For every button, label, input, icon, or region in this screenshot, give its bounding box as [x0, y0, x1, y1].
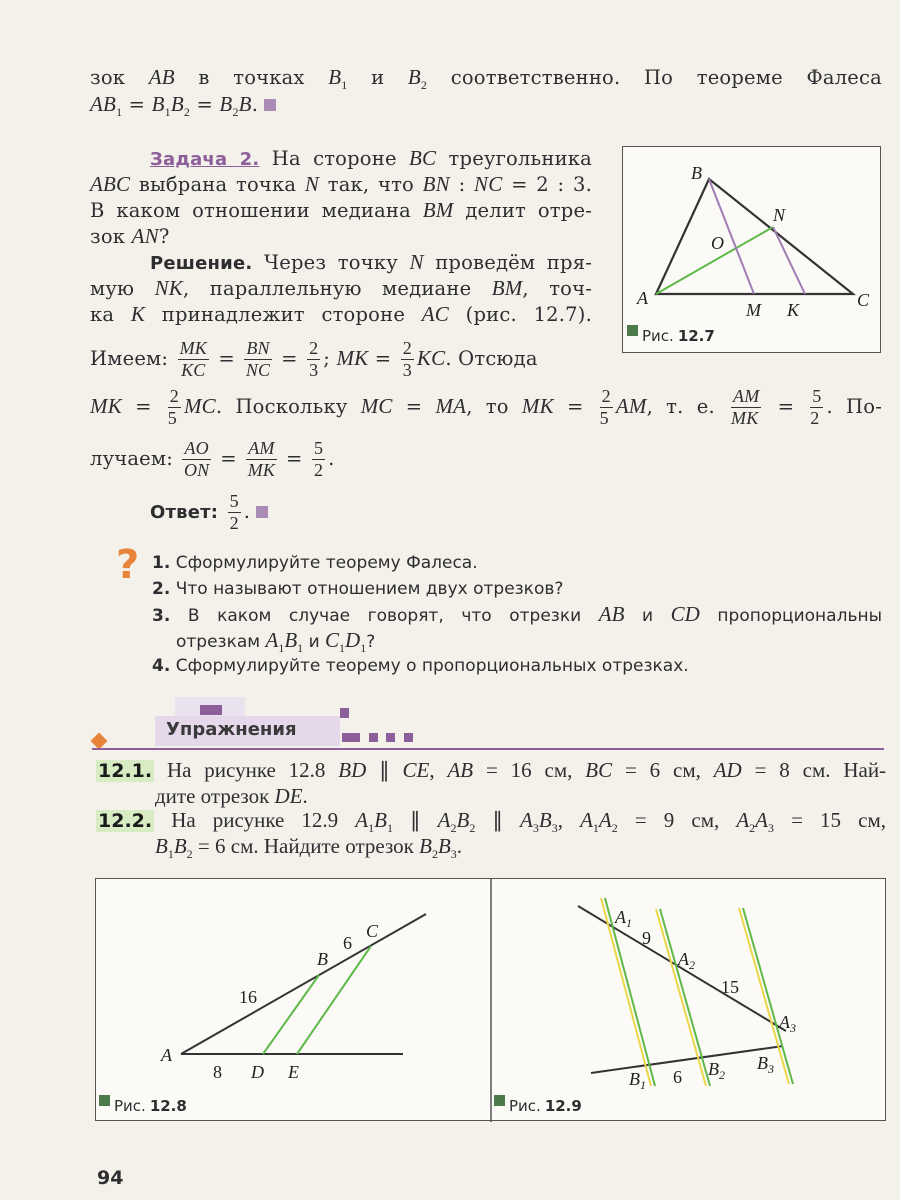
denominator: NC [245, 360, 271, 380]
math-var: B [219, 92, 233, 116]
denominator: 2 [810, 408, 820, 428]
task-line [90, 171, 592, 198]
text: = [190, 93, 220, 116]
svg-text:B3: $B_3$ [757, 1053, 774, 1076]
question-2 [152, 576, 563, 602]
exercise-12-1 [96, 757, 886, 784]
fraction [307, 338, 320, 381]
math-var: B [419, 834, 432, 858]
label-6: 6 [343, 933, 352, 953]
text: , [429, 758, 448, 782]
text: дите отрезок [155, 784, 275, 808]
text: . [243, 500, 251, 523]
numerator: AM [733, 386, 760, 406]
fraction [600, 386, 613, 429]
subscript: 3 [551, 821, 558, 835]
math-var: A [598, 808, 612, 832]
svg-text:B2: $B_2$ [708, 1059, 725, 1082]
text: лучаем: [90, 447, 180, 470]
math-var: CE [402, 758, 430, 782]
exercise-12-2-cont [155, 833, 462, 867]
denominator: 3 [309, 360, 319, 380]
question-1 [152, 550, 478, 576]
text: , [557, 808, 581, 832]
math-var: CD [670, 602, 700, 626]
label-m: M [746, 300, 761, 320]
text: : [449, 173, 474, 196]
question-mark-icon: ? [116, 542, 140, 588]
text: , то [466, 395, 522, 418]
svg-text:B1: $B_1$ [629, 1069, 646, 1092]
question-number: 1. [152, 553, 171, 573]
fraction [731, 386, 761, 429]
denominator: 5 [167, 408, 177, 428]
figure-12-8 [160, 914, 426, 1082]
text: . [251, 93, 259, 116]
numerator: 5 [812, 386, 822, 406]
label-c: C [857, 290, 870, 310]
numerator: AO [184, 438, 209, 458]
segment-ce [297, 946, 371, 1054]
caption-word: Рис. [509, 1097, 541, 1115]
subscript: 1 [360, 641, 367, 655]
fraction [312, 438, 325, 481]
text: = [274, 347, 305, 370]
text: = [392, 395, 436, 418]
question-4 [152, 653, 689, 679]
label-o: O [711, 233, 724, 253]
label-a3: A [779, 1012, 790, 1032]
exercise-text [171, 808, 887, 835]
figure-12-7 [622, 146, 881, 353]
question-3 [152, 601, 882, 629]
math-var: MK [336, 346, 369, 370]
math-var: MK [90, 394, 122, 418]
math-var: B [538, 808, 552, 832]
text: ; [323, 347, 337, 370]
text: Через точку [252, 251, 410, 274]
label-9: 9 [642, 928, 651, 948]
label-a: A [637, 288, 648, 308]
figures-panel [95, 878, 886, 1121]
task-heading: Задача 2. [150, 149, 260, 170]
subscript: 1 [116, 105, 123, 119]
math-var: B [456, 808, 470, 832]
math-var: AD [713, 758, 742, 782]
denominator: MK [731, 408, 759, 428]
solution-line [90, 438, 882, 481]
text: = 15 см, [774, 808, 887, 832]
text: в точках [174, 66, 329, 89]
text: . [328, 447, 335, 470]
bold-label: Ответ: [150, 502, 219, 523]
math-var: A [355, 808, 369, 832]
subscript: 1 [278, 641, 285, 655]
diamond-icon [91, 733, 108, 750]
text: , т. е. [646, 395, 729, 418]
fraction [168, 386, 181, 429]
text: отрезкам [176, 632, 266, 652]
math-var: NC [474, 172, 503, 196]
text: ∥ [475, 808, 521, 832]
numerator: 5 [313, 438, 324, 458]
subscript: 3 [532, 821, 539, 835]
fraction [246, 438, 276, 481]
numerator: 2 [309, 338, 319, 358]
solution-line [90, 386, 882, 429]
subscript: 3 [768, 821, 774, 835]
subscript: 1 [341, 78, 348, 92]
bold-label: Решение. [150, 253, 253, 274]
parallel-a3b3 [743, 908, 793, 1084]
text: ? [158, 225, 170, 248]
exercises-title: Упражнения [166, 719, 297, 740]
numerator: 2 [402, 338, 412, 358]
subscript: 2 [186, 847, 193, 861]
math-var: A [437, 808, 451, 832]
math-var: AB [447, 758, 474, 782]
subscript: 2 [469, 821, 476, 835]
caption-number: 12.9 [544, 1097, 582, 1115]
math-var: BM [422, 198, 454, 222]
numerator: MK [179, 338, 207, 358]
text: = [213, 447, 244, 470]
answer-text [150, 491, 251, 533]
math-var: ABC [90, 172, 131, 196]
math-var: MK [521, 394, 554, 418]
text: = 16 см, [473, 758, 586, 782]
task-line [150, 145, 592, 173]
text: зок [90, 66, 149, 89]
transversal-b [591, 1046, 783, 1073]
subscript: 1 [592, 821, 599, 835]
numerator: BN [246, 338, 270, 358]
text: , точ- [522, 277, 592, 300]
text: выбрана точка [130, 173, 305, 196]
math-var: D [345, 628, 361, 652]
text: делит отре- [453, 199, 592, 222]
fraction [244, 338, 271, 381]
math-var: AB [90, 92, 117, 116]
math-var: A [755, 808, 768, 832]
text [218, 500, 224, 523]
subscript: 1 [164, 105, 171, 119]
label-n: N [773, 205, 786, 225]
caption-number: 12.7 [677, 327, 715, 345]
numerator: 5 [229, 491, 239, 511]
text: пропорциональны [699, 606, 882, 626]
denominator: ON [183, 460, 210, 480]
page-number: 94 [97, 1167, 124, 1189]
text: . [302, 784, 308, 808]
text: и [303, 632, 326, 652]
label-k: K [787, 300, 800, 320]
math-var: BC [585, 758, 613, 782]
caption-square-icon [627, 325, 638, 336]
numerator: AM [248, 438, 275, 458]
text: = 8 см. Най- [741, 758, 887, 782]
caption-square-icon [99, 1095, 110, 1106]
denominator: 2 [229, 513, 239, 533]
math-var: BM [491, 276, 523, 300]
math-var: B [173, 834, 187, 858]
label-a2: A [678, 949, 689, 969]
subscript: 2 [431, 847, 438, 861]
end-proof-square-icon [264, 99, 276, 111]
math-var: B [328, 65, 342, 89]
question-number: 2. [152, 579, 171, 599]
figure-12-9 [578, 898, 796, 1092]
divider [92, 748, 884, 750]
end-proof-square-icon [256, 506, 268, 518]
header-decoration [340, 708, 349, 718]
svg-text:A1: $A_1$ [615, 907, 632, 930]
equality [90, 92, 259, 119]
math-var: AM [615, 394, 647, 418]
text: . По- [826, 395, 882, 418]
label-b1: B [629, 1069, 640, 1089]
label-b2: B [708, 1059, 719, 1079]
svg-text:A3: $A_3$ [779, 1012, 796, 1035]
text: = [121, 395, 165, 418]
fraction [228, 491, 241, 534]
math-var: BN [422, 172, 450, 196]
math-var: N [409, 250, 424, 274]
math-var: AB [598, 602, 625, 626]
math-var: MA [435, 394, 467, 418]
text: ∥ [366, 758, 403, 782]
text: ? [366, 632, 376, 652]
math-var: A [520, 808, 533, 832]
text: . [456, 834, 463, 858]
header-decoration [369, 733, 378, 742]
text: = 9 см, [617, 808, 737, 832]
exercise-text [167, 758, 886, 782]
subscript: 2 [420, 78, 428, 92]
label-b: B [317, 949, 328, 969]
svg-text:A2: $A_2$ [678, 949, 695, 972]
caption-word: Рис. [114, 1097, 146, 1115]
denominator: MK [247, 460, 276, 480]
text: На рисунке 12.8 [166, 758, 339, 782]
math-var: B [374, 808, 387, 832]
figure-caption-12-9 [494, 1097, 582, 1115]
subscript: 1 [297, 641, 304, 655]
text: = [212, 347, 242, 370]
exercise-12-1-cont [155, 783, 308, 809]
math-var: MC [183, 394, 216, 418]
text: и [624, 606, 671, 626]
text: . Поскольку [215, 395, 361, 418]
text: , параллельную медиане [183, 277, 492, 300]
text: мую [90, 277, 155, 300]
label-8: 8 [213, 1062, 222, 1082]
math-var: A [580, 808, 593, 832]
math-var: NK [154, 276, 184, 300]
label-6: 6 [673, 1067, 682, 1087]
denominator: 3 [402, 360, 412, 380]
answer [150, 491, 900, 534]
denominator: KC [181, 360, 206, 380]
text: (рис. 12.7). [449, 303, 592, 326]
math-var: B [407, 65, 421, 89]
numerator: 2 [169, 386, 179, 406]
math-var: BC [408, 146, 437, 170]
header-decoration [386, 733, 395, 742]
label-16: 16 [239, 987, 257, 1007]
text: проведём пря- [423, 251, 592, 274]
task-line [90, 197, 592, 224]
caption-square-icon [494, 1095, 505, 1106]
segment-bd [263, 975, 319, 1054]
fraction [178, 338, 209, 381]
math-var: B [284, 628, 298, 652]
label-15: 15 [721, 977, 739, 997]
text: принадлежит стороне [145, 303, 422, 326]
fraction [401, 338, 414, 381]
text: зок [90, 225, 132, 248]
math-var: BD [338, 758, 367, 782]
solution-line [150, 249, 592, 277]
math-var: A [265, 628, 279, 652]
math-var: B [238, 92, 252, 116]
caption-word: Рис. [642, 327, 674, 345]
math-var: K [130, 302, 146, 326]
subscript: 2 [749, 821, 756, 835]
text: = [279, 447, 309, 470]
subscript: 2 [183, 105, 191, 119]
text: ка [90, 303, 131, 326]
header-decoration [200, 705, 222, 715]
fraction [182, 438, 210, 481]
math-var: A [736, 808, 750, 832]
text: = 6 см, [612, 758, 714, 782]
text: Сформулируйте теорему о пропорциональных отрезках. [170, 656, 689, 676]
question-number: 4. [152, 656, 171, 676]
subscript: 1 [386, 821, 393, 835]
subscript: 1 [339, 641, 346, 655]
label-b: B [691, 163, 702, 183]
text: Сформулируйте теорему Фалеса. [170, 553, 478, 573]
math-var: KC [416, 346, 446, 370]
math-var: N [304, 172, 320, 196]
math-var: B [155, 834, 168, 858]
text: и [347, 66, 408, 89]
math-var: MC [360, 394, 393, 418]
segment-nk [773, 227, 805, 294]
header-decoration [404, 733, 413, 742]
text: соответственно. По теореме Фалеса [427, 66, 882, 89]
figure-caption-12-8 [99, 1097, 187, 1115]
text: В каком отношении медиана [90, 199, 423, 222]
subscript: 2 [450, 821, 457, 835]
label-a1: A [615, 907, 626, 927]
label-c: C [366, 921, 379, 941]
math-var: B [437, 834, 451, 858]
math-var: B [151, 92, 165, 116]
text: = [122, 93, 152, 116]
label-d: D [251, 1062, 264, 1082]
solution-line [90, 275, 592, 302]
math-var: AB [148, 65, 175, 89]
text: = [553, 395, 597, 418]
line-ac [181, 914, 426, 1054]
header-decoration [342, 733, 360, 742]
text: = 6 см. Найдите отрезок [192, 834, 420, 858]
subscript: 2 [611, 821, 618, 835]
text: В каком случае говорят, что отрезки [170, 606, 599, 626]
subscript: 1 [368, 821, 375, 835]
numerator: 2 [601, 386, 611, 406]
math-var: AN [131, 224, 159, 248]
label-a: A [161, 1045, 172, 1065]
text: Имеем: [90, 347, 175, 370]
text: На стороне [259, 147, 409, 170]
text: На рисунке 12.9 [171, 808, 356, 832]
math-var: AC [421, 302, 449, 326]
exercise-number: 12.1. [98, 760, 153, 782]
text: Что называют отношением двух отрезков? [170, 579, 564, 599]
subscript: 3 [450, 847, 457, 861]
solution-line [90, 301, 592, 328]
exercise-number: 12.2. [98, 810, 153, 832]
subscript: 1 [167, 847, 174, 861]
text-line [90, 91, 882, 125]
text: треугольника [436, 147, 592, 170]
text: ∥ [392, 808, 438, 832]
label-b3: B [757, 1053, 768, 1073]
math-var: DE [274, 784, 303, 808]
text: = [764, 395, 808, 418]
text: так, что [319, 173, 423, 196]
math-var: B [170, 92, 184, 116]
caption-number: 12.8 [149, 1097, 187, 1115]
question-number: 3. [152, 606, 171, 626]
denominator: 2 [313, 460, 324, 480]
text: = 2 : 3. [502, 173, 592, 196]
figure-caption [627, 327, 715, 345]
denominator: 5 [599, 408, 609, 428]
text: . Отсюда [445, 347, 538, 370]
subscript: 2 [232, 105, 239, 119]
math-var: C [325, 628, 340, 652]
fraction [810, 386, 823, 429]
label-e: E [288, 1062, 299, 1082]
text: = [368, 347, 398, 370]
